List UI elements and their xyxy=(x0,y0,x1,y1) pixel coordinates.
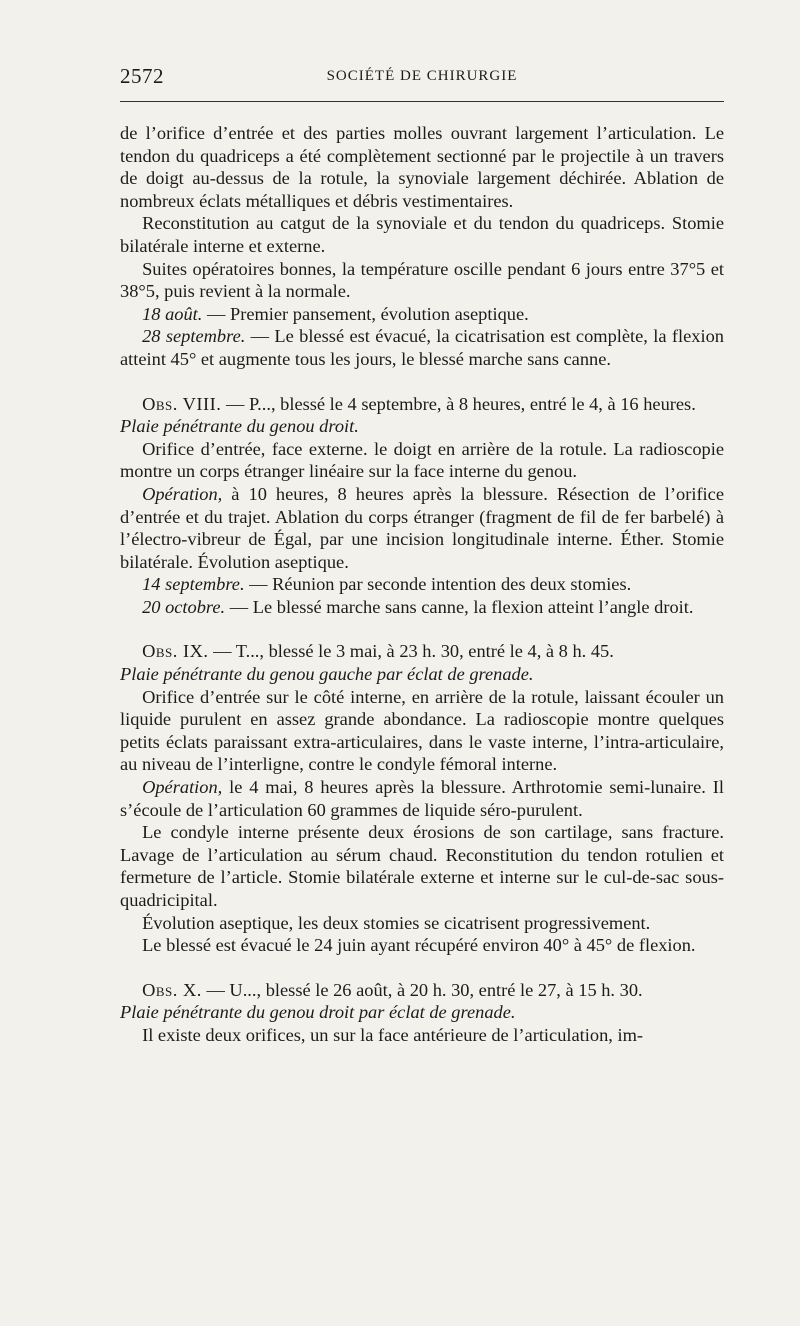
date: 18 août. xyxy=(142,303,203,324)
running-head: SOCIÉTÉ DE CHIRURGIE xyxy=(326,68,518,84)
date: 20 octobre. xyxy=(142,596,226,617)
paragraph xyxy=(120,596,724,619)
paragraph: Suites opératoires bonnes, la température oscille pendant 6 jours entre 37°5 et 38°5, puis revient à la normale. xyxy=(120,258,724,302)
paragraph: de l’orifice d’entrée et des parties molles ouvrant largement l’articulation. Le tendon du quadriceps a été complètement sectionné par le projectile à un travers de doigt au-dessus de la rotule, la synoviale largement déchirée. Ablation de nombreux éclats métalliques et débris vestimentaires. xyxy=(120,123,724,211)
observation-title: Plaie pénétrante du genou gauche par éclat de grenade. xyxy=(120,664,534,685)
page-header xyxy=(120,64,724,92)
paragraph-text: le 4 mai, 8 heures après la blessure. Arthrotomie semi-lunaire. Il s’écoule de l’articulation 60 grammes de liquide séro-purulent. xyxy=(120,777,724,820)
observation-heading xyxy=(120,640,724,663)
date: 14 septembre. xyxy=(142,574,245,595)
paragraph: Évolution aseptique, les deux stomies se cicatrisent progressivement. xyxy=(142,912,651,933)
observation-heading xyxy=(120,979,724,1002)
observation-label: Obs. X. xyxy=(142,979,202,1000)
paragraph: Il existe deux orifices, un sur la face antérieure de l’articulation, im- xyxy=(142,1024,644,1045)
paragraph-text: — Premier pansement, évolution aseptique. xyxy=(202,303,529,324)
paragraph: Orifice d’entrée sur le côté interne, en arrière de la rotule, laissant écouler un liquide purulent en assez grande abondance. La radioscopie montre quelques petits éclats paraissant extra-articulaires, dans le vaste interne, l’intra-articulaire, au niveau de l’interligne, contre le condyle fémoral interne. xyxy=(120,686,724,775)
observation-info: — P..., blessé le 4 septembre, à 8 heures, entré le 4, à 16 heures. xyxy=(221,393,696,414)
paragraph xyxy=(120,483,724,573)
paragraph-text: à 10 heures, 8 heures après la blessure. Résection de l’orifice d’entrée et du trajet. Ablation du corps étranger (fragment de fil de fer barbelé) à l’électro-vibreur de Égal, par une incision longitudinale interne. Éther. Stomie bilatérale. Évolution aseptique. xyxy=(120,483,724,572)
paragraph xyxy=(120,303,724,326)
observation-label: Obs. VIII. xyxy=(142,393,222,414)
lead-word: Opération, xyxy=(142,777,223,798)
section-gap xyxy=(120,371,724,393)
section-gap xyxy=(120,618,724,640)
observation-title: Plaie pénétrante du genou droit par éclat de grenade. xyxy=(120,1002,516,1023)
header-rule xyxy=(120,101,724,102)
paragraph xyxy=(120,573,724,596)
observation-heading xyxy=(120,393,724,416)
observation-info: — U..., blessé le 26 août, à 20 h. 30, entré le 27, à 15 h. 30. xyxy=(201,979,643,1000)
body-text xyxy=(120,122,724,1047)
paragraph: Orifice d’entrée, face externe. le doigt en arrière de la rotule. La radioscopie montre un corps étranger linéaire sur la face interne du genou. xyxy=(120,438,724,482)
paragraph: Reconstitution au catgut de la synoviale et du tendon du quadriceps. Stomie bilatérale interne et externe. xyxy=(120,213,724,256)
lead-word: Opération, xyxy=(142,483,223,504)
paragraph: Le blessé est évacué le 24 juin ayant récupéré environ 40° à 45° de flexion. xyxy=(142,935,696,956)
observation-info: — T..., blessé le 3 mai, à 23 h. 30, entré le 4, à 8 h. 45. xyxy=(208,641,614,662)
paragraph-text: — Le blessé marche sans canne, la flexion atteint l’angle droit. xyxy=(225,596,694,617)
paragraph-text: — Réunion par seconde intention des deux stomies. xyxy=(244,574,632,595)
date: 28 septembre. xyxy=(142,326,246,347)
observation-label: Obs. IX. xyxy=(142,641,209,662)
observation-title: Plaie pénétrante du genou droit. xyxy=(120,416,359,437)
paragraph xyxy=(120,776,724,821)
paragraph-text: — Le blessé est évacué, la cicatrisation est complète, la flexion atteint 45° et augmente tous les jours, le blessé marche sans canne. xyxy=(120,326,724,369)
paragraph xyxy=(120,325,724,370)
section-gap xyxy=(120,957,724,979)
page-number: 2572 xyxy=(120,64,164,88)
paragraph: Le condyle interne présente deux érosions de son cartilage, sans fracture. Lavage de l’articulation au sérum chaud. Reconstitution du tendon rotulien et fermeture de l’article. Stomie bilatérale externe et interne sur le cul-de-sac sous-quadricipital. xyxy=(120,822,724,910)
